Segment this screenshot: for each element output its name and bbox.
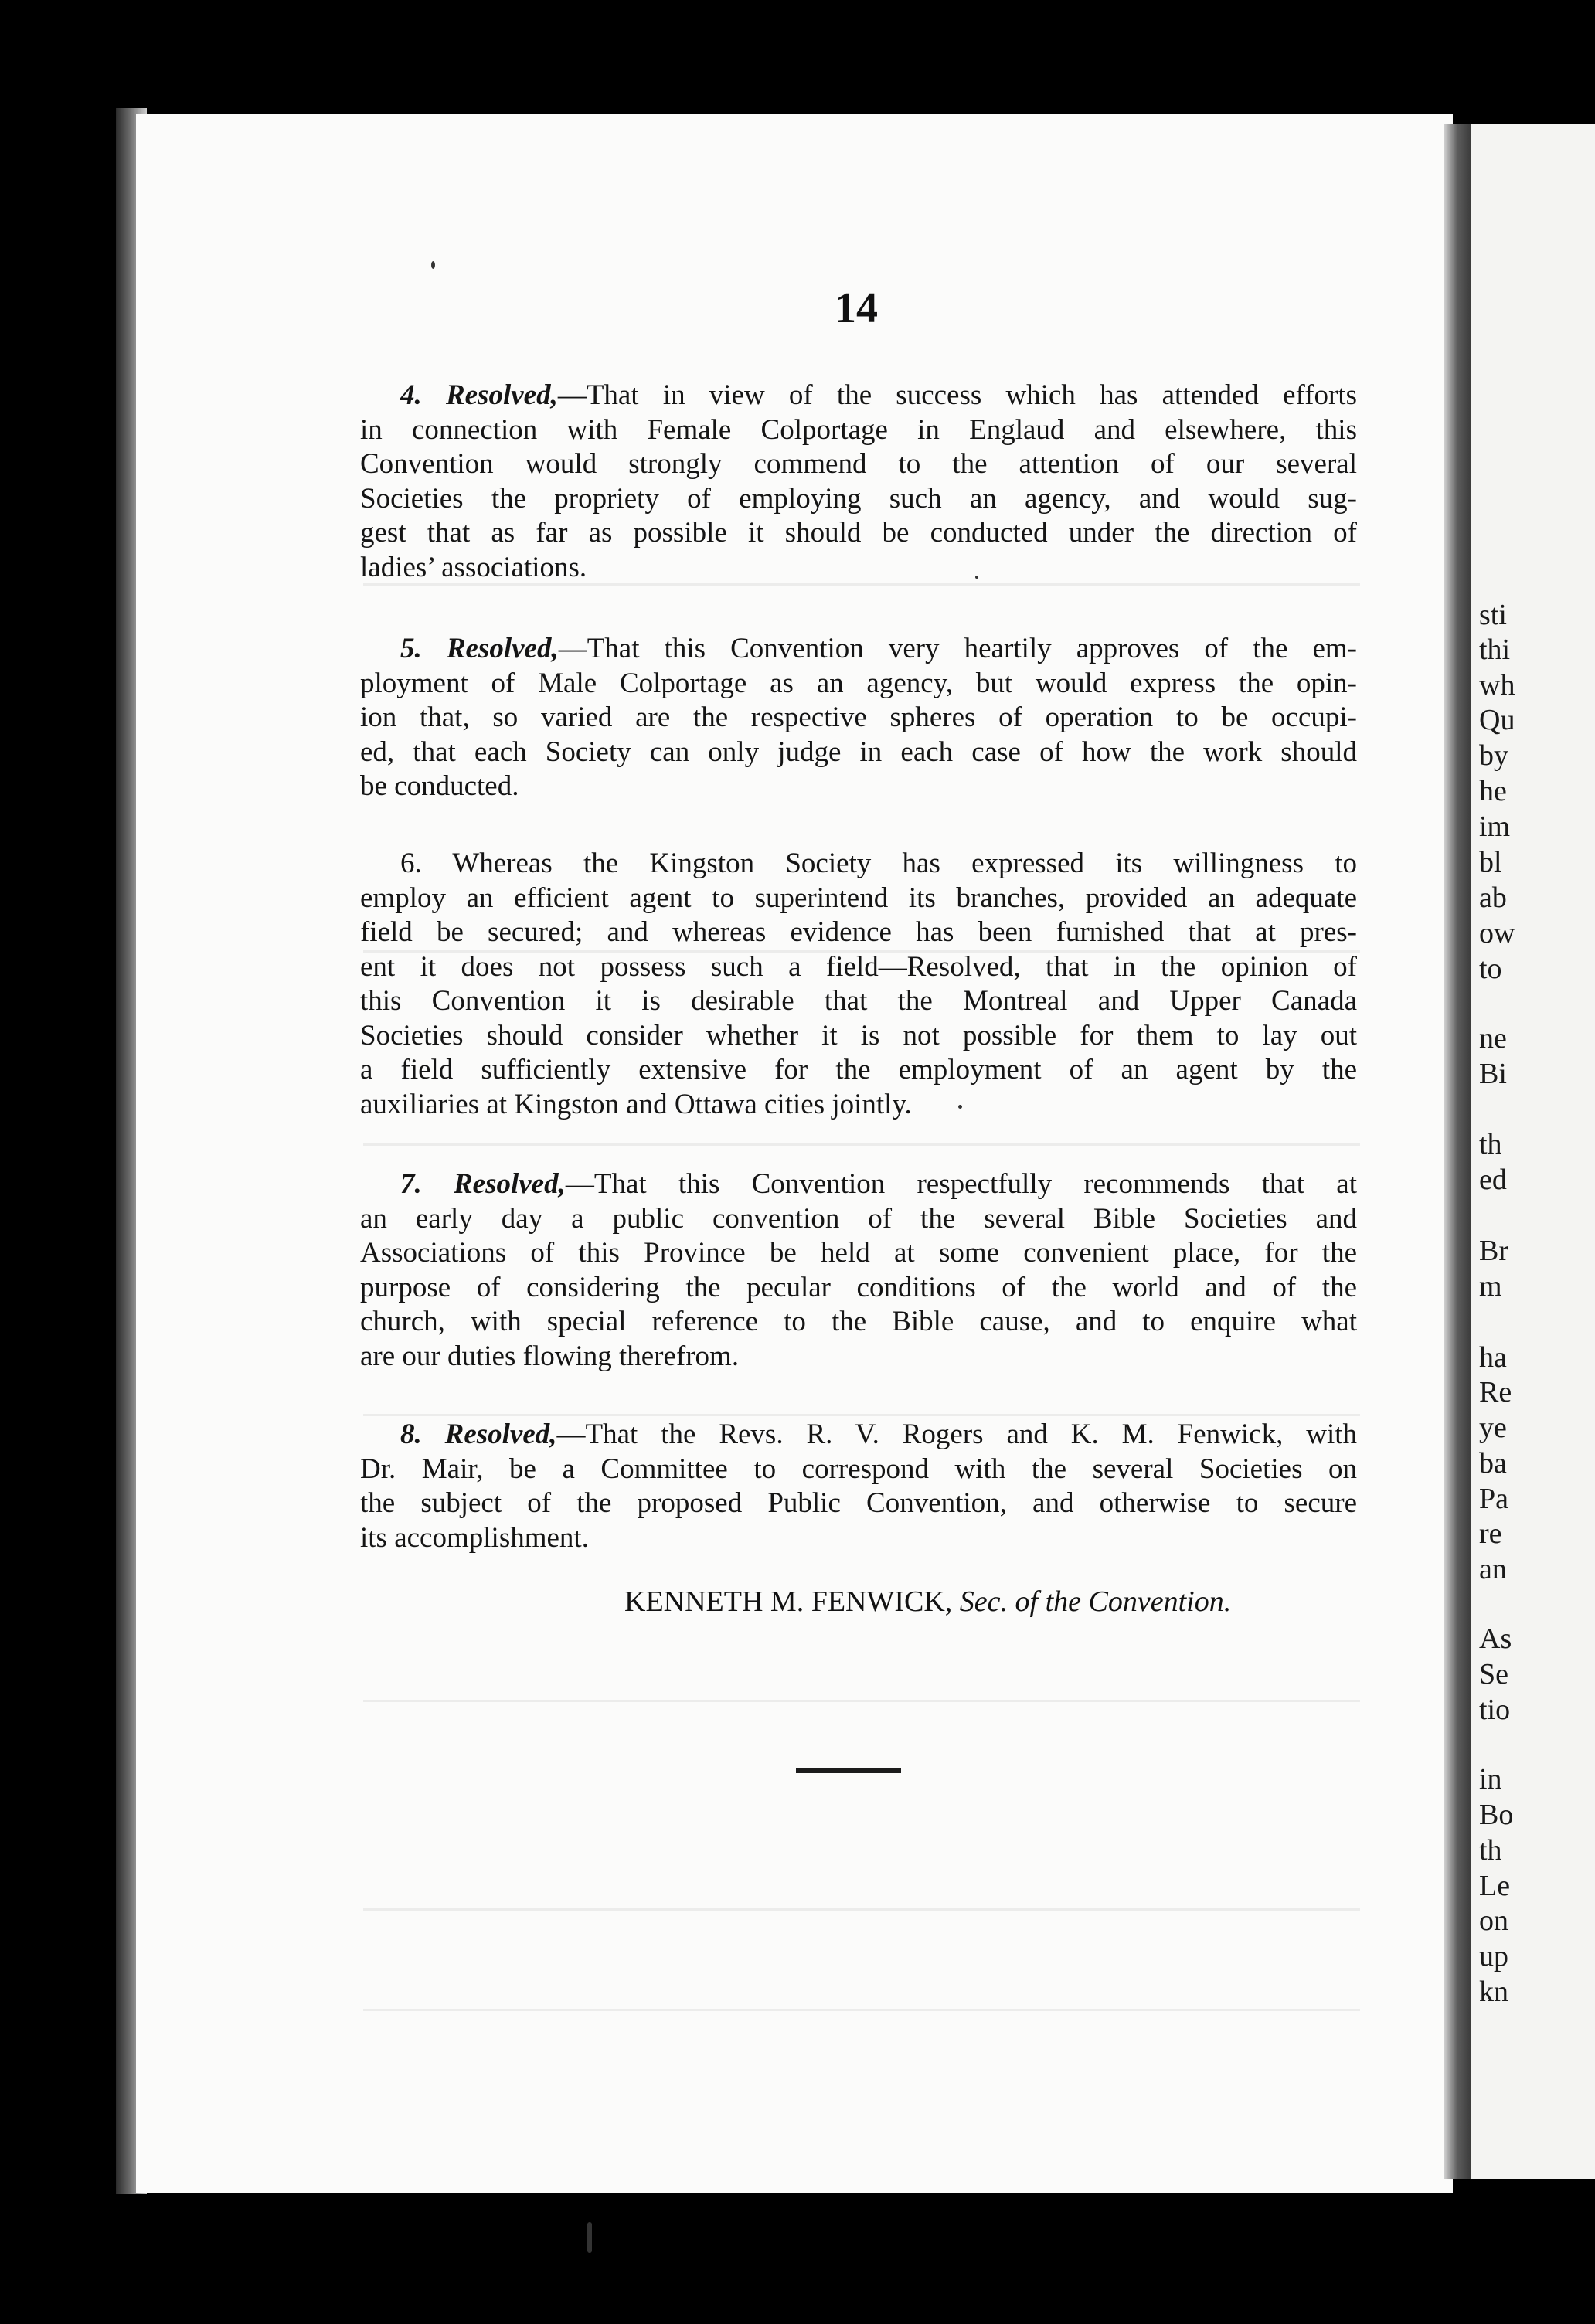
facing-page-fragment: Br [1479, 1235, 1508, 1267]
paragraph-line: 6. Whereas the Kingston Society has expressed its willingness to [400, 848, 1357, 879]
paragraph-line: an early day a public convention of the several Bible Societies and [360, 1202, 1357, 1235]
signature-role: Sec. of the Convention. [959, 1585, 1232, 1618]
facing-page-fragment: As [1479, 1622, 1512, 1655]
facing-page-fragment: ed [1479, 1164, 1507, 1196]
paragraph-line: gest that as far as possible it should be conducted under the direction of [360, 517, 1357, 549]
facing-page-fragment: Pa [1479, 1483, 1508, 1515]
facing-page-fragment: Bi [1479, 1058, 1507, 1090]
paragraph-line: field be secured; and whereas evidence has been furnished that at pres- [360, 916, 1357, 948]
paragraph-line: employ an efficient agent to superintend its branches, provided an adequate [360, 882, 1357, 914]
paragraph-line: 8. Resolved,—That the Revs. R. V. Rogers and K. M. Fenwick, with [400, 1419, 1358, 1450]
signature-line [624, 1585, 1231, 1619]
facing-page-fragment: re [1479, 1517, 1502, 1550]
facing-page-fragment: Re [1479, 1376, 1512, 1408]
facing-page-fragment: Bo [1479, 1799, 1514, 1831]
bleed-through-line [363, 2009, 1360, 2011]
facing-page-fragment: ye [1479, 1412, 1507, 1444]
paragraph-line: ladies’ associations. [360, 551, 587, 583]
book-gutter [1444, 124, 1471, 2179]
page-number: 14 [835, 284, 878, 332]
paragraph-line: this Convention it is desirable that the Montreal and Upper Canada [360, 985, 1357, 1017]
paragraph-line: 7. Resolved,—That this Convention respectfully recommends that at [400, 1168, 1357, 1200]
resolution-label: 4. Resolved, [400, 379, 558, 411]
paragraph-line: are our duties flowing therefrom. [360, 1340, 740, 1372]
scan-speck [975, 576, 978, 579]
facing-page-fragment: thi [1479, 634, 1511, 666]
resolution-label: 7. Resolved, [400, 1168, 566, 1200]
paragraph-line: the subject of the proposed Public Convention, and otherwise to secure [360, 1487, 1357, 1519]
facing-page-fragment: Le [1479, 1870, 1511, 1902]
signature-name: KENNETH M. FENWICK, [624, 1585, 953, 1618]
resolution-6-paragraph [360, 847, 1357, 1122]
facing-page-fragment: an [1479, 1553, 1507, 1585]
bleed-through-line [363, 1908, 1360, 1911]
paragraph-line: church, with special reference to the Bible cause, and to enquire what [360, 1306, 1357, 1337]
facing-page-fragment: kn [1479, 1976, 1508, 2008]
facing-page-fragment: im [1479, 810, 1511, 843]
facing-page-fragment: th [1479, 1128, 1502, 1160]
facing-page-fragment: wh [1479, 669, 1515, 702]
facing-page-fragment: ne [1479, 1022, 1507, 1055]
bleed-through-line [363, 1700, 1360, 1702]
paragraph-line: a field sufficiently extensive for the employment of an agent by the [360, 1054, 1357, 1086]
facing-page-fragment: by [1479, 739, 1508, 772]
resolution-label: 5. Resolved, [400, 633, 559, 664]
paragraph-line: Convention would strongly commend to the attention of our several [360, 448, 1357, 480]
paragraph-line: 5. Resolved,—That this Convention very heartily approves of the em- [400, 633, 1358, 664]
paragraph-line: in connection with Female Colportage in Englaud and elsewhere, this [360, 413, 1357, 446]
paragraph-line: Societies the propriety of employing such an agency, and would sug- [360, 482, 1357, 515]
facing-page-fragment: tio [1479, 1694, 1511, 1726]
facing-page-fragment: Se [1479, 1658, 1508, 1690]
paragraph-line: purpose of considering the pecular conditions of the world and of the [360, 1271, 1357, 1303]
facing-page-fragment: ow [1479, 917, 1515, 950]
paragraph-line: ion that, so varied are the respective spheres of operation to be occupi- [360, 702, 1357, 733]
facing-page-fragment: bl [1479, 846, 1502, 878]
resolution-4-paragraph [360, 379, 1357, 585]
bleed-through-line [363, 1143, 1360, 1146]
facing-page-fragment: ba [1479, 1447, 1507, 1480]
paragraph-line: ed, that each Society can only judge in each case of how the work should [360, 736, 1357, 768]
scan-speck [431, 261, 435, 269]
paragraph-line: Societies should consider whether it is not possible for them to lay out [360, 1019, 1357, 1052]
facing-page-fragment: ab [1479, 882, 1507, 914]
scan-speck [587, 2222, 592, 2253]
closing-rule [796, 1768, 901, 1773]
facing-page-fragment: m [1479, 1270, 1502, 1303]
facing-page-fragment: up [1479, 1940, 1508, 1972]
facing-page-fragment: th [1479, 1834, 1502, 1867]
resolution-7-paragraph [360, 1167, 1357, 1374]
facing-page-fragment: in [1479, 1763, 1502, 1796]
paragraph-line: be conducted. [360, 770, 519, 802]
facing-page-fragment: Qu [1479, 704, 1515, 736]
facing-page-fragment: to [1479, 953, 1502, 985]
resolution-8-paragraph [360, 1418, 1357, 1555]
facing-page-edge [1471, 124, 1595, 2179]
facing-page-fragment: on [1479, 1904, 1508, 1937]
facing-page-fragment: ha [1479, 1341, 1507, 1374]
paragraph-line: auxiliaries at Kingston and Ottawa cities jointly. [360, 1088, 912, 1120]
paragraph-line: its accomplishment. [360, 1521, 589, 1554]
scan-speck [958, 1105, 962, 1109]
paragraph-line: Associations of this Province be held at some convenient place, for the [360, 1237, 1357, 1269]
facing-page-fragment: sti [1479, 599, 1507, 631]
resolution-label: 8. Resolved, [400, 1419, 557, 1450]
paragraph-line: ployment of Male Colportage as an agency, but would express the opin- [360, 667, 1357, 699]
facing-page-fragment: he [1479, 775, 1507, 807]
bleed-through-line [363, 1414, 1360, 1416]
resolution-5-paragraph [360, 632, 1357, 804]
paragraph-line: ent it does not possess such a field—Resolved, that in the opinion of [360, 950, 1357, 983]
paragraph-line: 4. Resolved,—That in view of the success which has attended efforts [400, 379, 1358, 411]
paragraph-line: Dr. Mair, be a Committee to correspond with the several Societies on [360, 1452, 1357, 1485]
